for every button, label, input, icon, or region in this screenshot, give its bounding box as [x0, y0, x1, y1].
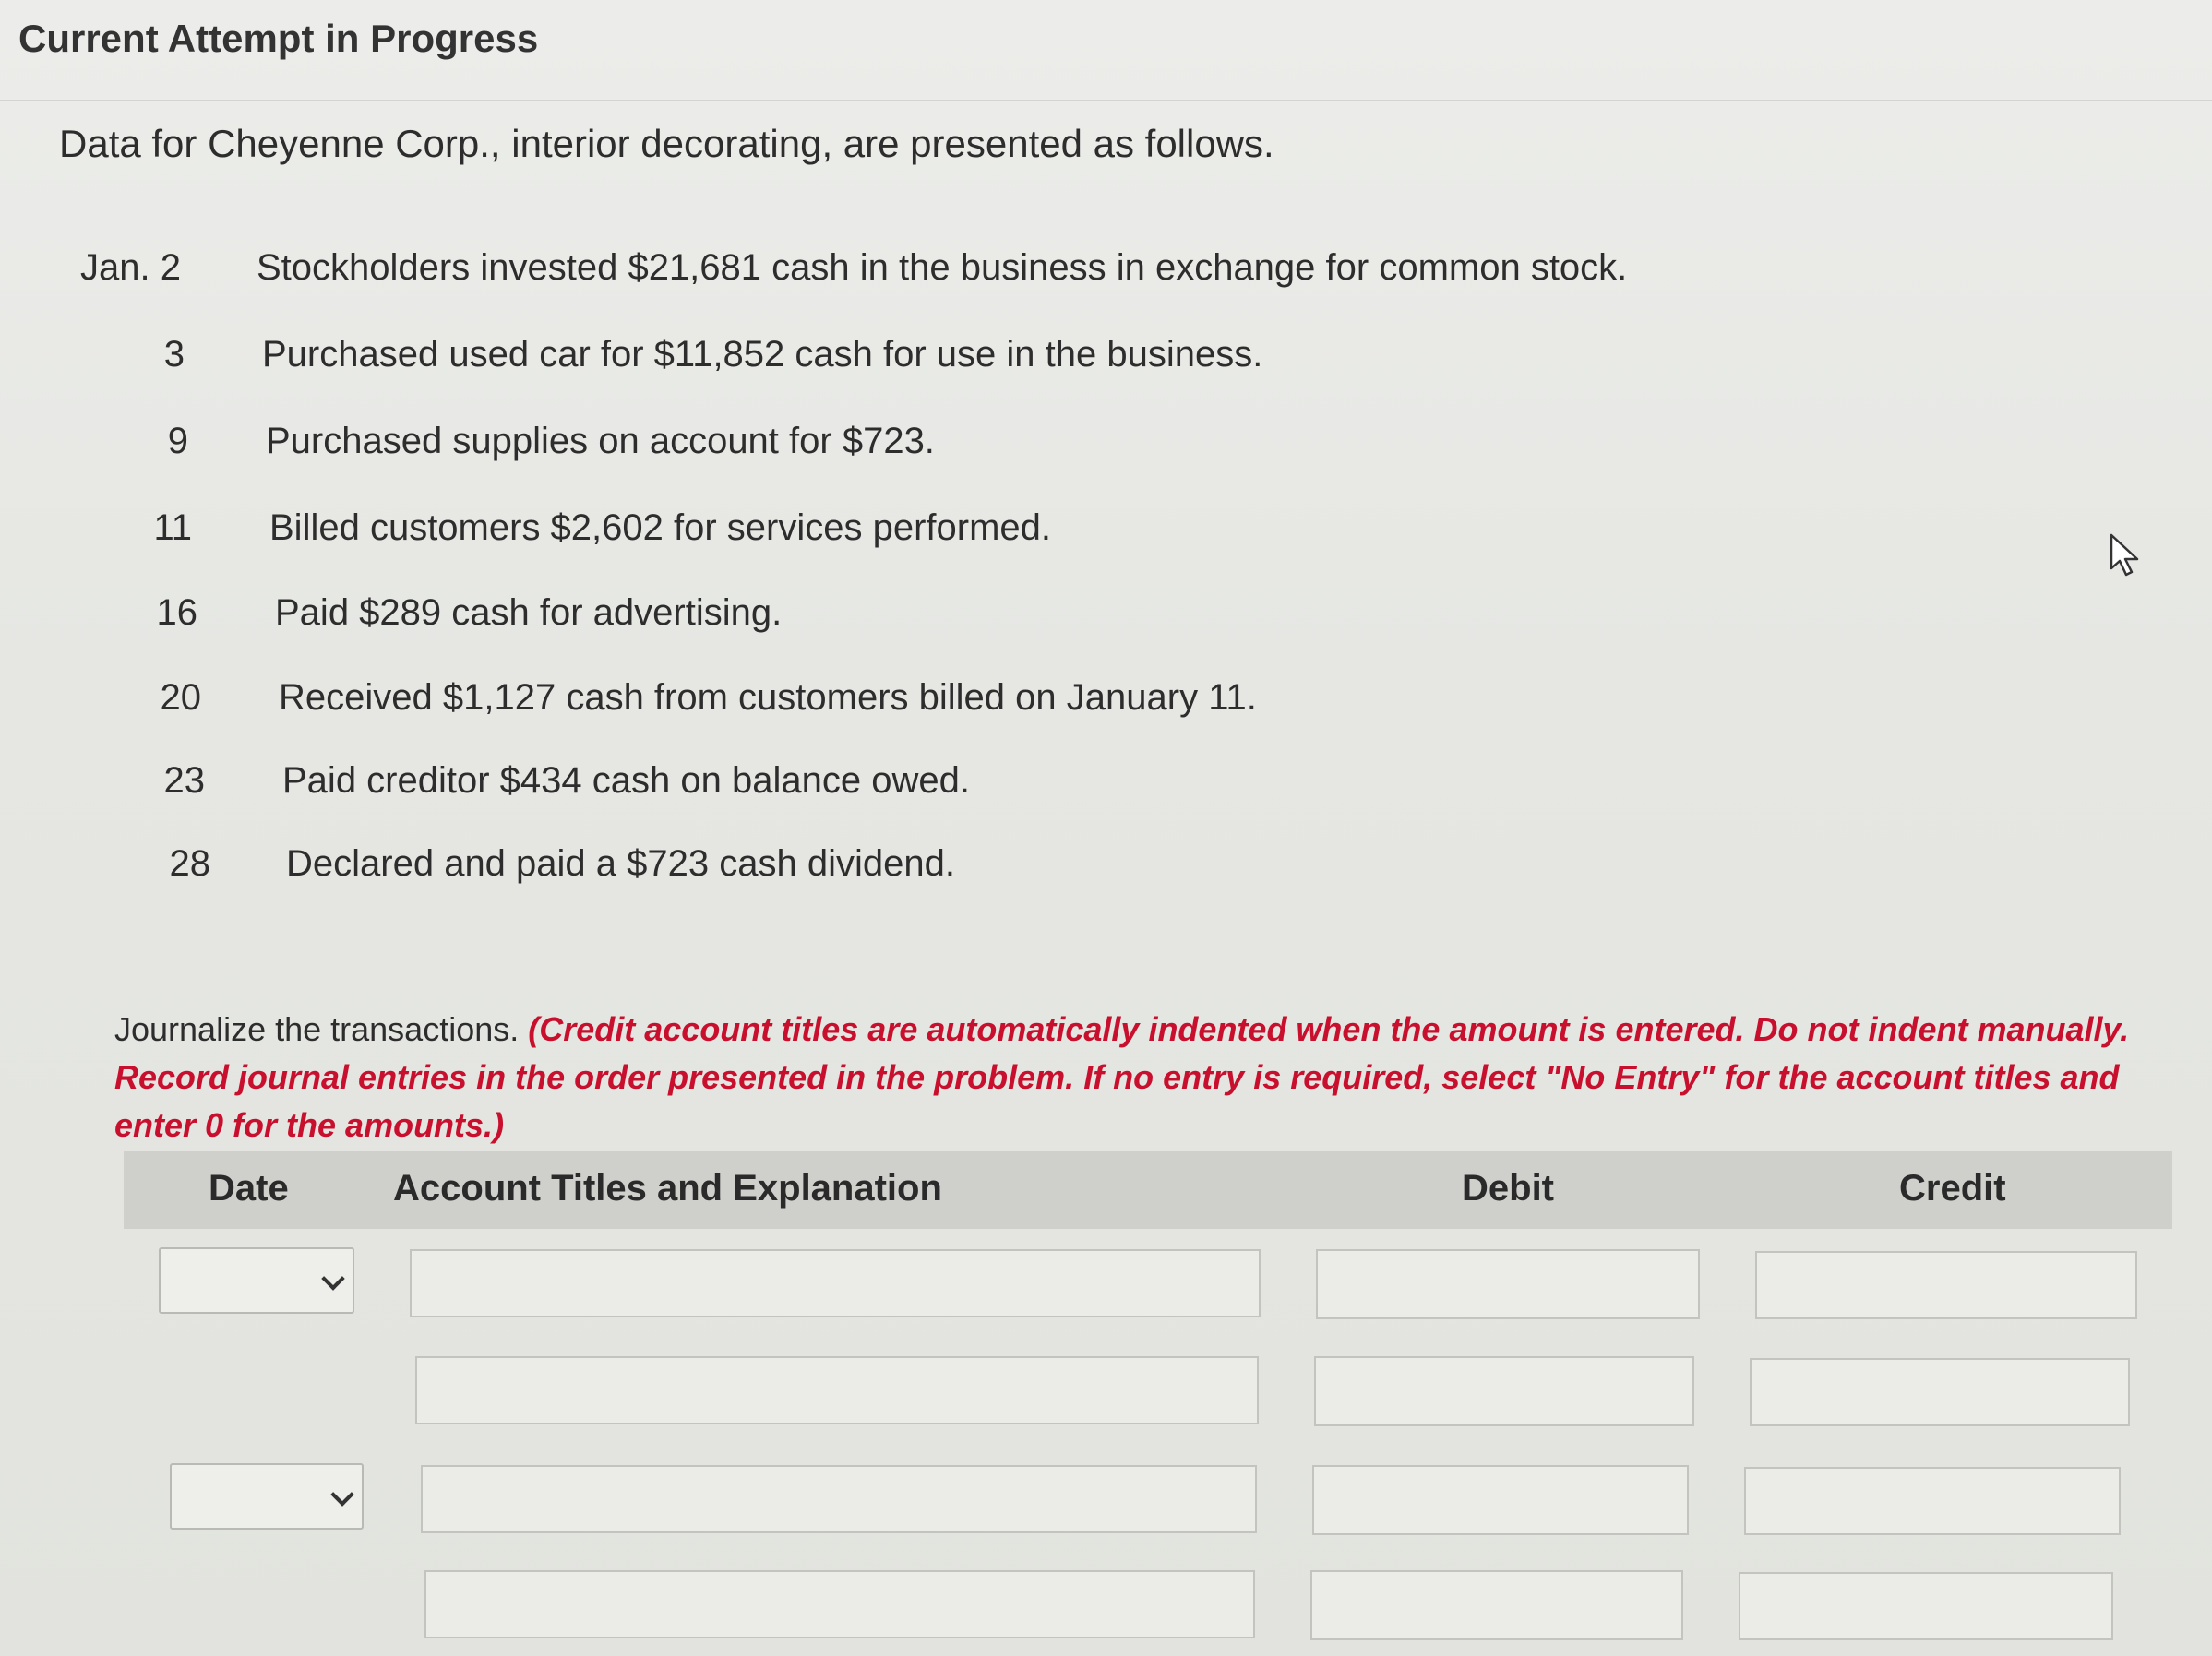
chevron-down-icon: [321, 1267, 344, 1290]
date-select[interactable]: [170, 1463, 364, 1530]
transaction-date: 3: [163, 334, 185, 375]
transaction-date: 28: [169, 843, 210, 884]
transaction-date: 11: [153, 507, 192, 548]
credit-input[interactable]: [1755, 1251, 2137, 1319]
date-select[interactable]: [159, 1247, 354, 1314]
account-title-input[interactable]: [410, 1249, 1261, 1317]
transaction-text: Purchased supplies on account for $723.: [266, 421, 935, 461]
transaction-text: Billed customers $2,602 for services performed.: [269, 507, 1052, 548]
account-title-input[interactable]: [415, 1356, 1259, 1424]
attempt-status-heading: Current Attempt in Progress: [18, 17, 539, 60]
chevron-down-icon: [330, 1483, 353, 1506]
credit-input[interactable]: [1750, 1358, 2130, 1426]
journal-table-header: [124, 1151, 2172, 1229]
debit-input[interactable]: [1312, 1465, 1689, 1535]
journalize-instructions: [114, 1006, 2182, 1150]
account-title-input[interactable]: [424, 1570, 1255, 1638]
column-header-credit: Credit: [1899, 1168, 2006, 1209]
account-title-input[interactable]: [421, 1465, 1257, 1533]
credit-input[interactable]: [1739, 1572, 2113, 1640]
transaction-date: 23: [163, 760, 205, 801]
transaction-text: Stockholders invested $21,681 cash in the business in exchange for common stock.: [257, 247, 1628, 288]
column-header-account: Account Titles and Explanation: [393, 1168, 942, 1209]
transaction-text: Paid $289 cash for advertising.: [275, 592, 783, 633]
column-header-date: Date: [209, 1168, 289, 1209]
transaction-date: 20: [160, 677, 201, 718]
transaction-date: 9: [167, 421, 188, 461]
credit-input[interactable]: [1744, 1467, 2121, 1535]
instructions-lead: Journalize the transactions.: [114, 1010, 529, 1048]
mouse-pointer-icon: [2110, 533, 2141, 578]
debit-input[interactable]: [1316, 1249, 1700, 1319]
debit-input[interactable]: [1314, 1356, 1694, 1426]
transaction-text: Received $1,127 cash from customers billed on January 11.: [279, 677, 1257, 718]
transaction-text: Purchased used car for $11,852 cash for use in the business.: [262, 334, 1263, 375]
debit-input[interactable]: [1310, 1570, 1683, 1640]
transaction-date: 16: [156, 592, 197, 633]
transaction-date: Jan. 2: [80, 247, 181, 288]
column-header-debit: Debit: [1462, 1168, 1554, 1209]
transaction-text: Declared and paid a $723 cash dividend.: [286, 843, 955, 884]
instructions-note: (Credit account titles are automatically indented when the amount is entered. Do not indent manually. Record journal entries in the order presented in the problem. If no entry is required, select "No Entry" for the account titles and enter 0 for the amounts.): [114, 1010, 2130, 1144]
header-divider: [0, 100, 2212, 101]
problem-intro: Data for Cheyenne Corp., interior decorating, are presented as follows.: [59, 122, 1274, 165]
transaction-text: Paid creditor $434 cash on balance owed.: [282, 760, 970, 801]
